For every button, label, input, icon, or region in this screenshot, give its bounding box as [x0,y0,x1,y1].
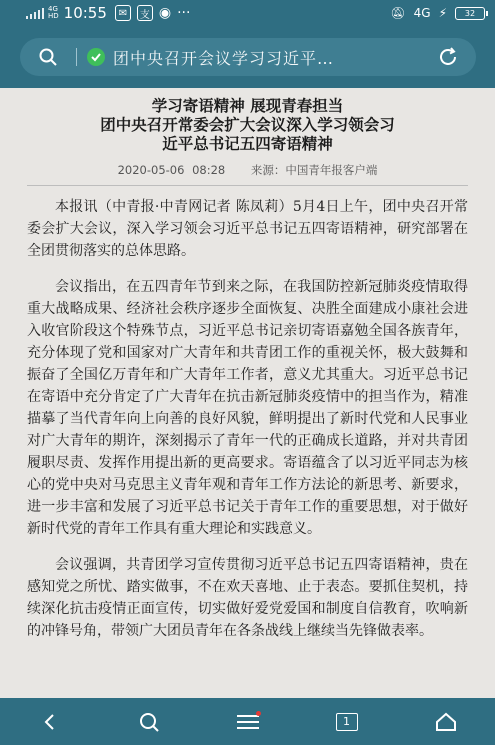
status-bar [0,0,495,26]
charging-icon: ⚡︎ [438,6,447,20]
title-line: 学习寄语精神 展现青春担当 [151,96,344,115]
more-notifications-icon: ··· [177,5,191,21]
battery-icon: 32 [455,7,485,20]
right-network: 4G [413,6,431,20]
address-bar[interactable] [20,38,476,76]
back-icon[interactable] [30,702,70,742]
status-time: 10:55 [63,4,107,22]
source-name: 中国青年报客户端 [285,163,378,177]
tab-count: 1 [336,713,358,731]
source-label: 来源： [250,163,286,177]
notification-app-icon: ✉ [115,5,131,21]
url-text[interactable]: 团中央召开会议学习习近平… [113,48,335,68]
search-icon[interactable] [34,43,62,71]
article-title [27,96,468,153]
article-paragraph: 本报讯（中青报·中青网记者 陈凤莉）5月4日上午，团中央召开常委会扩大会议，深入学习领会习近平总书记五四寄语精神，研究部署在全团贯彻落实的总体思路。 [27,199,468,259]
mute-icon: 🔕︎ [390,6,406,20]
title-line: 团中央召开常委会扩大会议深入学习领会习 [100,115,395,134]
article-paragraph: 会议强调，共青团学习宣传贯彻习近平总书记五四寄语精神，贵在感知党之所忧、踏实做事，不在欢天喜地、止于表态。要抓住契机，持续深化抗击疫情正面宣传，切实做好爱党爱国和制度自信教育，吹响新的冲锋号角，带领广大团员青年在各条战线上继续当先锋做表率。 [27,557,468,639]
address-divider [76,48,77,66]
bottom-nav [0,698,495,745]
article-content[interactable] [0,88,495,698]
network-type: 4G HD [48,5,59,20]
article-meta [27,162,468,186]
shield-check-icon [87,48,105,66]
home-icon[interactable] [426,702,466,742]
tabs-icon[interactable] [327,702,367,742]
notification-app-icon-2: ◉ [158,5,172,21]
reload-icon[interactable] [434,43,462,71]
publish-date: 2020-05-06 08:28 [117,163,226,177]
title-line: 近平总书记五四寄语精神 [162,134,333,153]
menu-icon[interactable] [228,702,268,742]
notification-dot [256,711,261,716]
alipay-icon: 支 [137,5,153,21]
signal-icon [26,7,44,19]
article-paragraph: 会议指出，在五四青年节到来之际，在我国防控新冠肺炎疫情取得重大战略成果、经济社会秩序逐步全面恢复、决胜全面建成小康社会进入收官阶段这个特殊节点，习近平总书记亲切寄语嘉勉全国各族青年，充分体现了党和国家对广大青年和共青团工作的重视关怀，极大鼓舞和振奋了全国亿万青年和广大青年工作者，意义尤其重大。习近平总书记在寄语中充分肯定了广大青年在抗击新冠肺炎疫情中的担当作为，精准描摹了当代青年向上向善的良好风貌，鲜明提出了新时代党和人民事业对广大青年的期许，深刻揭示了青年一代的正确成长道路，并对共青团履职尽责、发挥作用提出新的更高要求。寄语蕴含了以习近平同志为核心的党中央对马克思主义青年观和青年工作方法论的新思考、新要求，进一步丰富和发展了习近平总书记关于青年工作的重要思想，对于做好新时代党的青年工作具有重大理论和实践意义。 [27,279,468,537]
search-icon[interactable] [129,702,169,742]
